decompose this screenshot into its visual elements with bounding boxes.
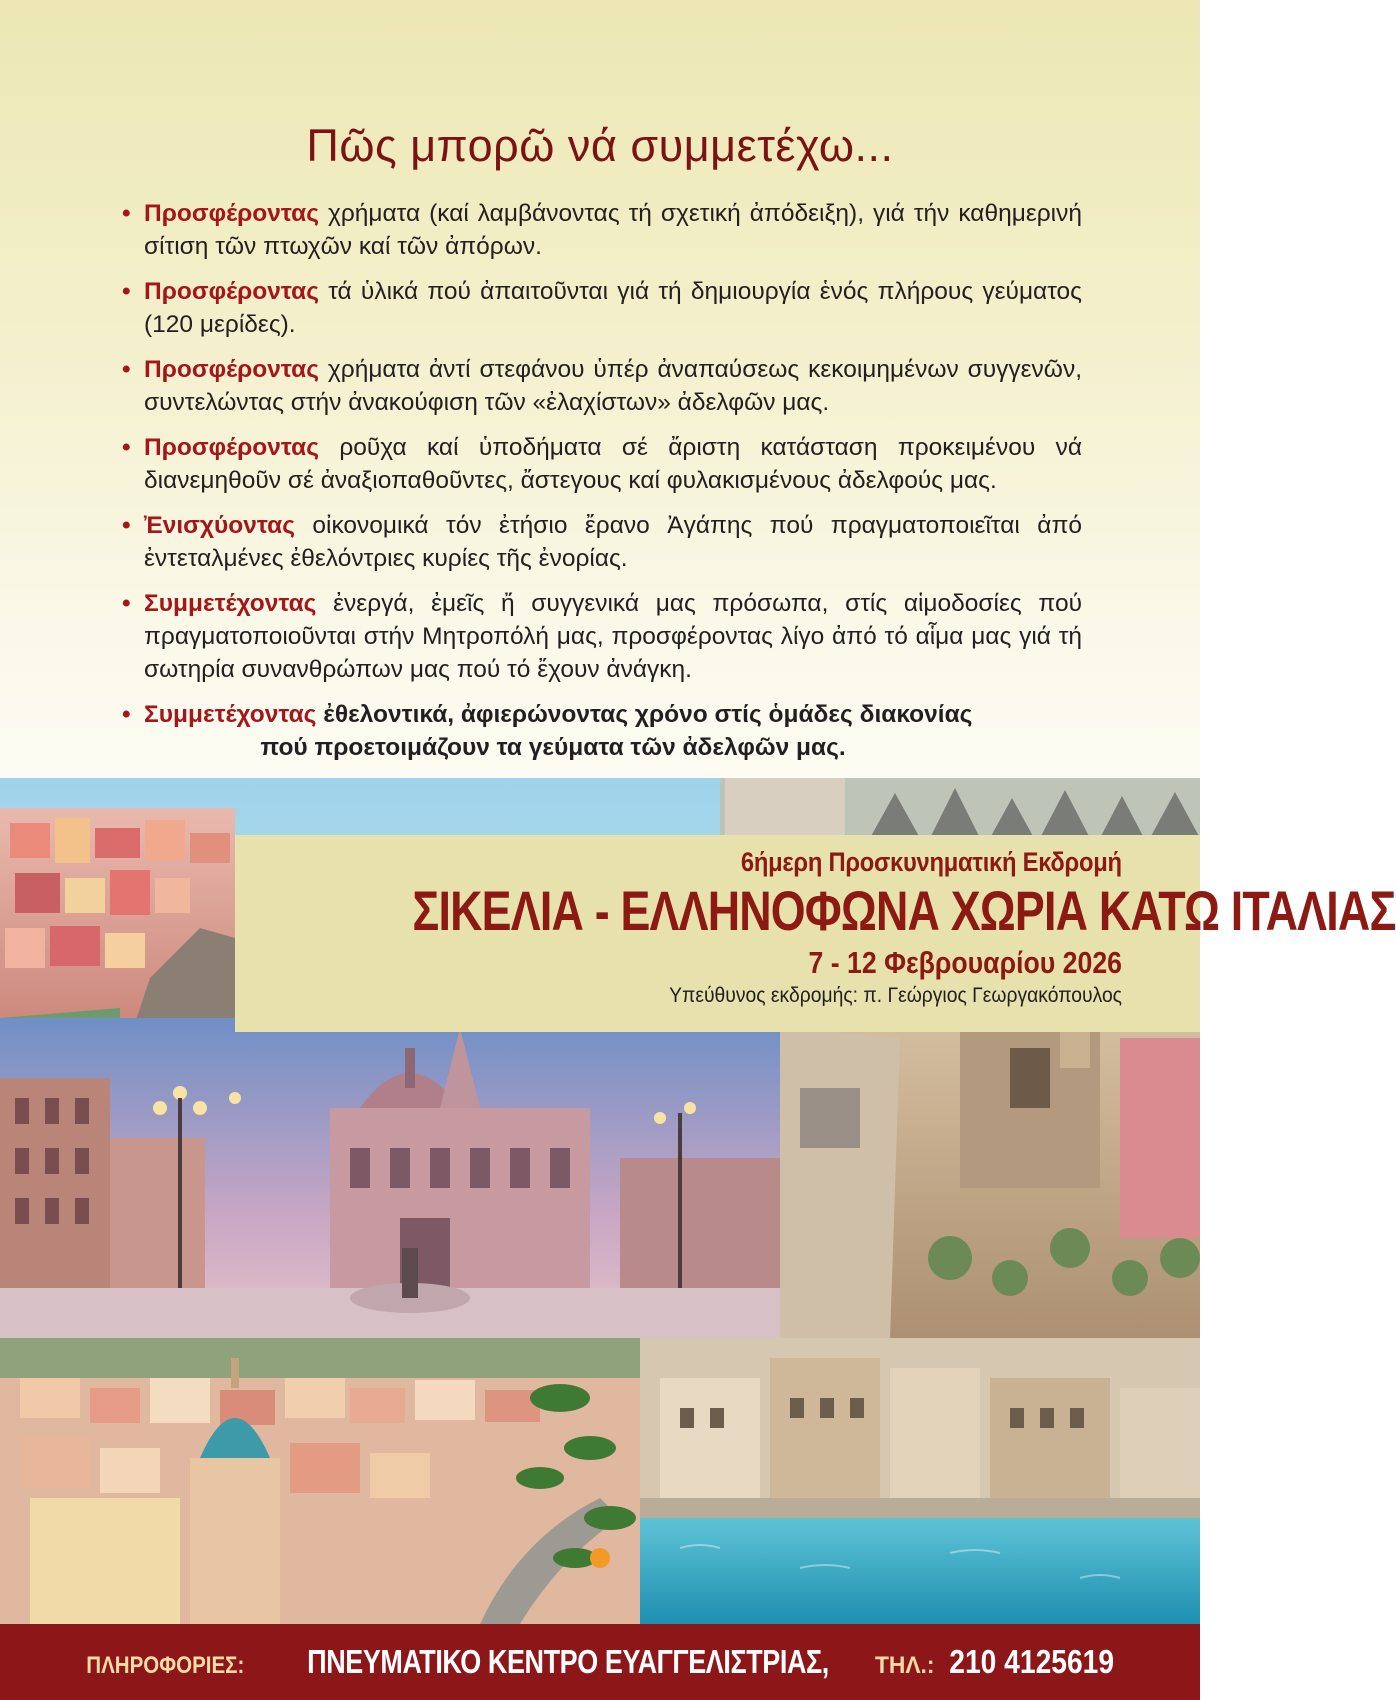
event-dates: 7 - 12 Φεβρουαρίου 2026 xyxy=(808,945,1122,980)
item-text-continuation: πού προετοιμάζουν τα γεύματα τῶν ἀδελφῶν μας. xyxy=(260,734,846,761)
participation-list xyxy=(122,197,1082,776)
event-subtitle: 6ήμερη Προσκυνηματική Εκδρομή xyxy=(741,847,1122,877)
event-headline: ΣΙΚΕΛΙΑ - ΕΛΛΗΝΟΦΩΝΑ ΧΩΡΙΑ ΚΑΤΩ ΙΤΑΛΙΑΣ xyxy=(412,879,1396,942)
participation-section xyxy=(0,0,1200,780)
footer-phone: 210 4125619 xyxy=(948,1643,1114,1680)
footer-label: ΠΛΗΡΟΦΟΡΙΕΣ: xyxy=(85,1652,244,1679)
page-title: Πῶς μπορῶ νά συμμετέχω... xyxy=(306,120,894,171)
footer-organization: ΠΝΕΥΜΑΤΙΚΟ ΚΕΝΤΡΟ ΕΥΑΓΓΕΛΙΣΤΡΙΑΣ, xyxy=(306,1643,829,1680)
item-keyword: Προσφέροντας xyxy=(144,434,319,461)
item-text: χρήματα ἀντί στεφάνου ὑπέρ ἀναπαύσεως κεκοιμημένων συγγενῶν, συντελώντας στήν ἀνακούφιση τῶν «ἐλαχίστων» ἀδελφῶν μας. xyxy=(144,356,1082,416)
list-item xyxy=(122,353,1082,419)
event-organizer: Υπεύθυνος εκδρομής: π. Γεώργιος Γεωργακόπουλος xyxy=(669,984,1122,1007)
pilgrimage-event-box xyxy=(235,835,1396,1032)
bullet-icon: • xyxy=(122,701,131,728)
item-keyword: Προσφέροντας xyxy=(144,356,319,383)
list-item xyxy=(122,698,1082,764)
list-item xyxy=(122,509,1082,575)
bullet-icon: • xyxy=(122,512,131,539)
footer-phone-label: ΤΗΛ.: xyxy=(874,1652,935,1679)
item-keyword: Συμμετέχοντας xyxy=(144,590,317,617)
item-keyword: Προσφέροντας xyxy=(144,278,319,305)
bullet-icon: • xyxy=(122,200,131,227)
bullet-icon: • xyxy=(122,590,131,617)
item-text: χρήματα (καί λαμβάνοντας τή σχετική ἀπόδειξη), γιά τήν καθημερινή σίτιση τῶν πτωχῶν καί τῶν ἀπόρων. xyxy=(144,200,1083,260)
item-text: οἰκονομικά τόν ἐτήσιο ἔρανο Ἀγάπης πού πραγματοποιεῖται ἀπό ἐντεταλμένες ἐθελόντριες κυρίες τῆς ἐνορίας. xyxy=(144,512,1082,572)
list-item xyxy=(122,431,1082,497)
item-text: τά ὑλικά πού ἀπαιτοῦνται γιά τή δημιουργία ἑνός πλήρους γεύματος (120 μερίδες). xyxy=(144,278,1082,338)
list-item xyxy=(122,197,1082,263)
item-keyword: Συμμετέχοντας xyxy=(144,701,317,728)
bullet-icon: • xyxy=(122,356,131,383)
list-item xyxy=(122,275,1082,341)
list-item xyxy=(122,587,1082,686)
item-keyword: Ἐνισχύοντας xyxy=(144,512,295,539)
bullet-icon: • xyxy=(122,278,131,305)
bullet-icon: • xyxy=(122,434,131,461)
item-text: ἐνεργά, ἐμεῖς ἤ συγγενικά μας πρόσωπα, στίς αἱμοδοσίες πού πραγματοποιοῦνται στήν Μητροπόλή μας, προσφέροντας λίγο ἀπό τό αἷμα μας γιά τή σωτηρία συνανθρώπων μας πού τό ἔχουν ἀνάγκη. xyxy=(144,590,1082,683)
item-text: ἐθελοντικά, ἀφιερώνοντας χρόνο στίς ὁμάδες διακονίας xyxy=(323,701,973,728)
item-text: ροῦχα καί ὑποδήματα σέ ἄριστη κατάσταση προκειμένου νά διανεμηθοῦν σέ ἀναξιοπαθοῦντες, ἄστεγους καί φυλακισμένους ἀδελφούς μας. xyxy=(144,434,1082,494)
item-keyword: Προσφέροντας xyxy=(144,200,319,227)
info-footer xyxy=(0,1624,1200,1700)
